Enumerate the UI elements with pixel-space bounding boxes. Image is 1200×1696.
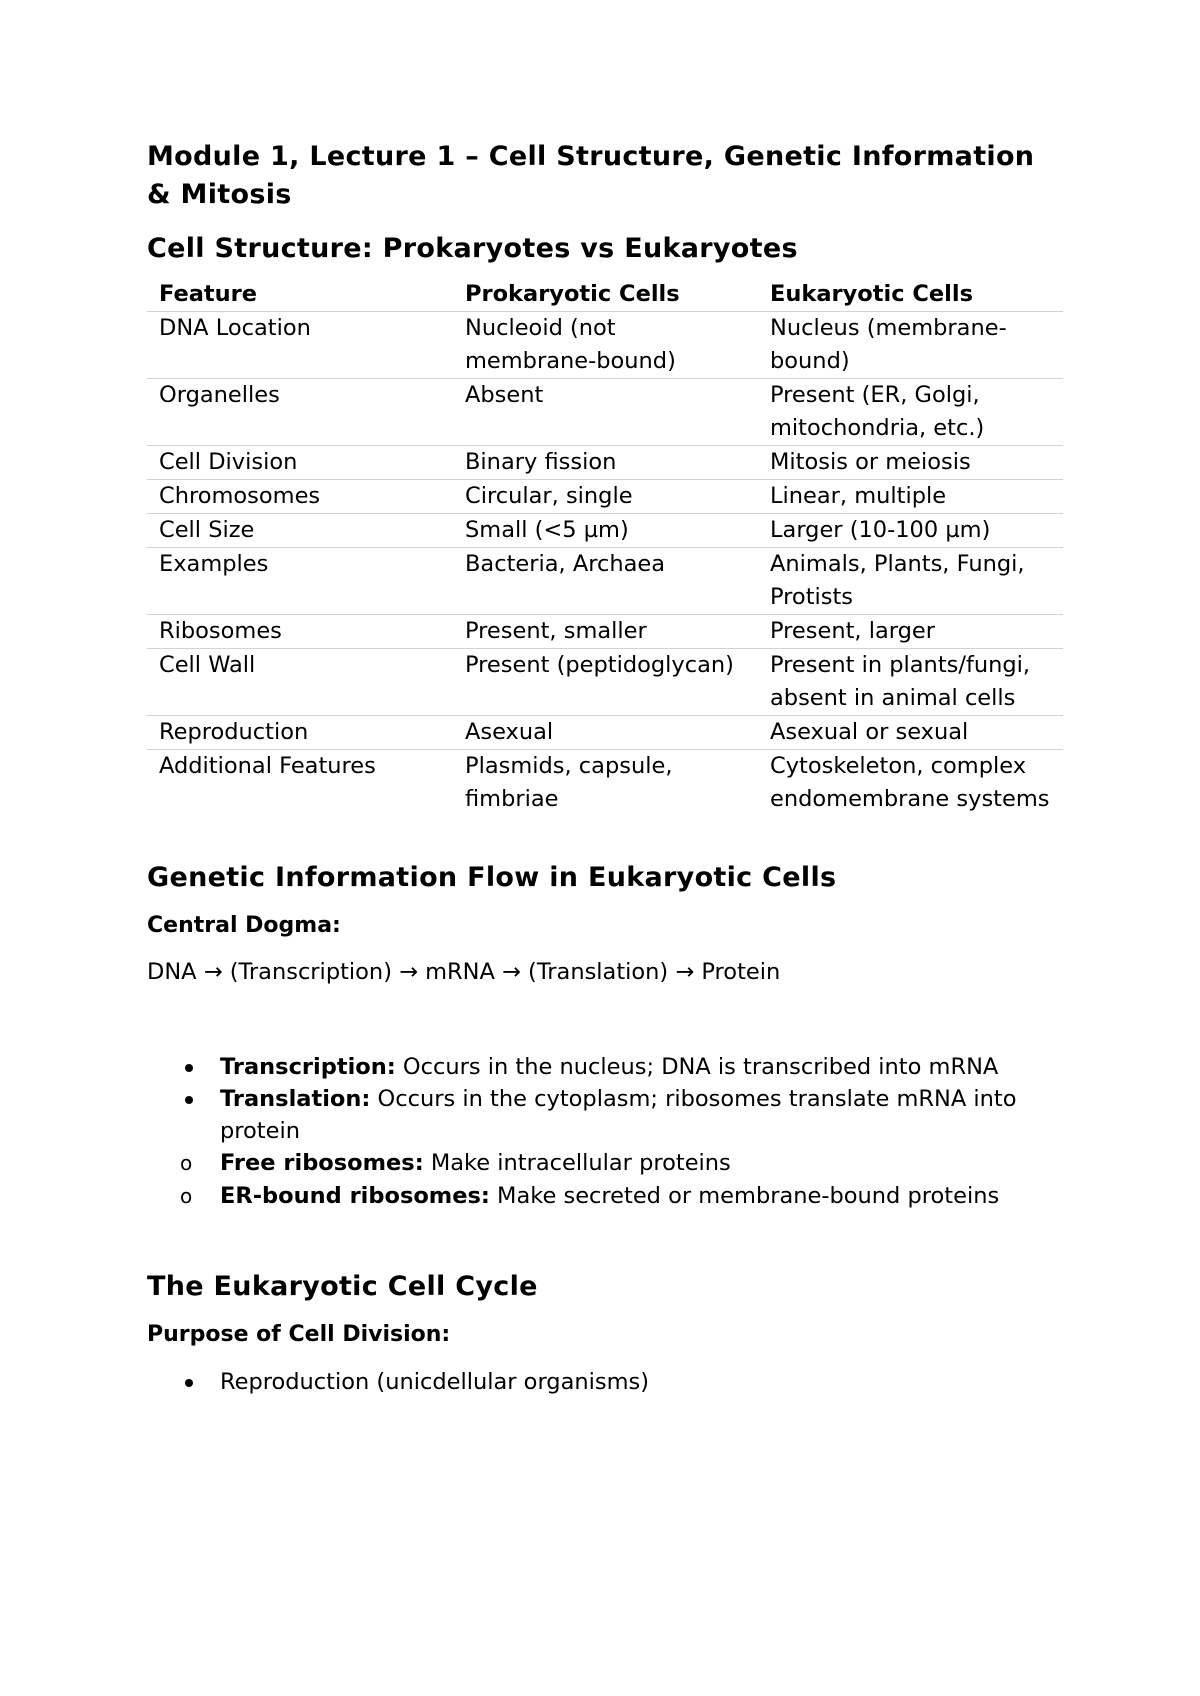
table-row bbox=[147, 750, 1063, 817]
table-header-cell: Eukaryotic Cells bbox=[758, 278, 1063, 312]
table-cell: Ribosomes bbox=[147, 615, 453, 649]
table-row bbox=[147, 480, 1063, 514]
central-dogma-flow: DNA → (Transcription) → mRNA → (Translation) → Protein bbox=[147, 959, 781, 985]
table-cell: Examples bbox=[147, 548, 453, 615]
table-cell: Present in plants/fungi, absent in animal cells bbox=[758, 649, 1063, 716]
central-dogma-label: Central Dogma: bbox=[147, 913, 341, 938]
table-row bbox=[147, 548, 1063, 615]
table-cell: Present (ER, Golgi, mitochondria, etc.) bbox=[758, 379, 1063, 446]
document-title: Module 1, Lecture 1 – Cell Structure, Genetic Information & Mitosis bbox=[147, 141, 1035, 210]
document-page bbox=[147, 138, 1067, 1398]
table-cell: Chromosomes bbox=[147, 480, 453, 514]
table-row bbox=[147, 514, 1063, 548]
table-cell: Asexual bbox=[453, 716, 758, 750]
table-cell: Cytoskeleton, complex endomembrane systems bbox=[770, 753, 1050, 812]
sub-list-item bbox=[147, 1147, 1067, 1180]
table-cell: Asexual or sexual bbox=[758, 716, 1063, 750]
table-cell: Mitosis or meiosis bbox=[758, 446, 1063, 480]
table-cell: Cell Wall bbox=[147, 649, 453, 716]
table-row bbox=[147, 615, 1063, 649]
table-cell: Larger (10-100 µm) bbox=[758, 514, 1063, 548]
list-item bbox=[147, 1051, 1067, 1083]
table-row bbox=[147, 649, 1063, 716]
table-cell: Present (peptidoglycan) bbox=[453, 649, 758, 716]
sub-bullet-text: Make secreted or membrane-bound proteins bbox=[489, 1183, 1000, 1209]
sub-bullet-text: Make intracellular proteins bbox=[423, 1150, 731, 1176]
table-header-cell: Prokaryotic Cells bbox=[453, 278, 758, 312]
bullet-text: Occurs in the cytoplasm; ribosomes translate mRNA into protein bbox=[220, 1086, 1017, 1144]
sub-bullet-term: Free ribosomes: bbox=[220, 1150, 424, 1176]
bullet-term: Transcription: bbox=[220, 1054, 396, 1080]
sub-bullet-term: ER-bound ribosomes: bbox=[220, 1183, 490, 1209]
list-item bbox=[147, 1083, 1067, 1213]
table-row bbox=[147, 716, 1063, 750]
purpose-list bbox=[147, 1366, 1067, 1398]
comparison-table bbox=[147, 278, 1063, 816]
table-cell: Plasmids, capsule, fimbriae bbox=[465, 753, 673, 812]
table-cell: Binary fission bbox=[453, 446, 758, 480]
table-header-cell: Feature bbox=[147, 278, 453, 312]
bullet-text: Occurs in the nucleus; DNA is transcribed into mRNA bbox=[395, 1054, 999, 1080]
section-heading-genetic-flow: Genetic Information Flow in Eukaryotic Cells bbox=[147, 862, 837, 893]
table-cell: Linear, multiple bbox=[758, 480, 1063, 514]
section-heading-cell-cycle: The Eukaryotic Cell Cycle bbox=[147, 1271, 538, 1302]
list-item: Reproduction (unicdellular organisms) bbox=[147, 1366, 1067, 1398]
table-cell: DNA Location bbox=[147, 312, 453, 379]
table-row bbox=[147, 312, 1063, 379]
table-cell: Circular, single bbox=[453, 480, 758, 514]
table-cell: Present, larger bbox=[758, 615, 1063, 649]
table-cell: Additional Features bbox=[159, 753, 376, 779]
table-cell: Cell Size bbox=[147, 514, 453, 548]
table-header-row bbox=[147, 278, 1063, 312]
table-cell: Organelles bbox=[147, 379, 453, 446]
table-cell: Present, smaller bbox=[453, 615, 758, 649]
genetic-flow-list bbox=[147, 1051, 1067, 1213]
section-heading-cell-structure: Cell Structure: Prokaryotes vs Eukaryotes bbox=[147, 233, 798, 264]
sub-list-item bbox=[147, 1180, 1067, 1213]
table-row bbox=[147, 379, 1063, 446]
table-cell: Nucleoid (not membrane-bound) bbox=[453, 312, 758, 379]
table-row bbox=[147, 446, 1063, 480]
bullet-term: Translation: bbox=[220, 1086, 371, 1112]
table-cell: Cell Division bbox=[147, 446, 453, 480]
table-cell: Nucleus (membrane-bound) bbox=[758, 312, 1063, 379]
table-cell: Absent bbox=[453, 379, 758, 446]
table-cell: Reproduction bbox=[147, 716, 453, 750]
ribosome-sublist bbox=[147, 1147, 1067, 1213]
table-cell: Animals, Plants, Fungi, Protists bbox=[758, 548, 1063, 615]
table-cell: Small (<5 µm) bbox=[453, 514, 758, 548]
table-cell: Bacteria, Archaea bbox=[453, 548, 758, 615]
purpose-label: Purpose of Cell Division: bbox=[147, 1322, 451, 1347]
